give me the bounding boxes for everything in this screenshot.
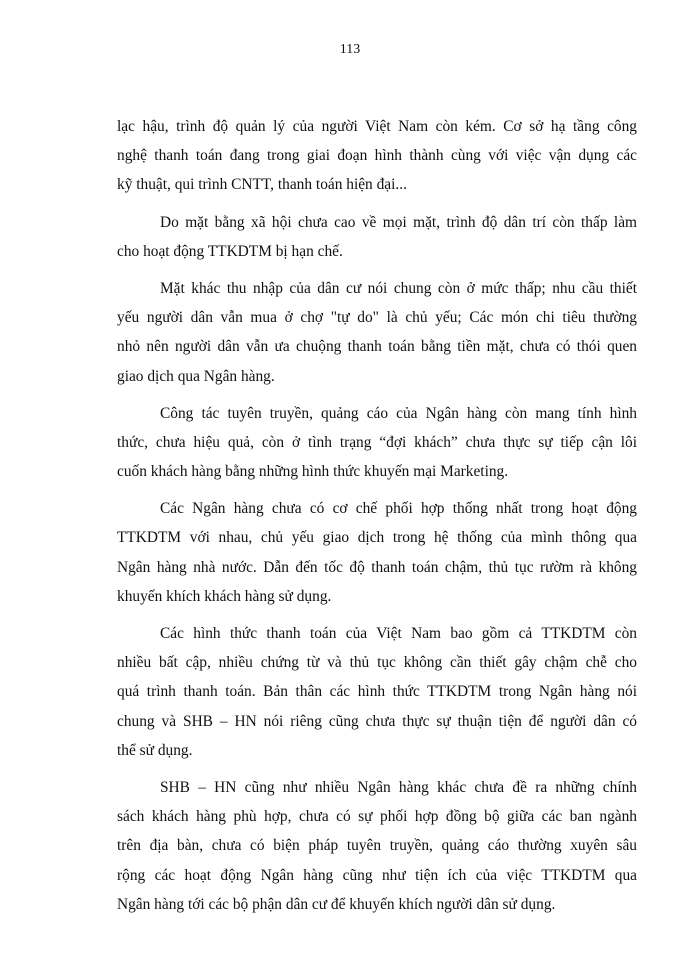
text-line: Ngân hàng nhà nước. Dẫn đến tốc độ thanh toán chậm, thủ tục rườm rà không: [117, 558, 637, 576]
text-line: thức, chưa hiệu quả, còn ở tình trạng “đợi khách” chưa thực sự tiếp cận lôi: [117, 433, 637, 451]
text-line: Công tác tuyên truyền, quảng cáo của Ngân hàng còn mang tính hình: [160, 404, 637, 422]
text-line: trên địa bàn, chưa có biện pháp tuyên truyền, quảng cáo thường xuyên sâu: [117, 837, 637, 855]
text-line: nhiều bất cập, nhiều chứng từ và thủ tục không cần thiết gây chậm chễ cho: [117, 654, 637, 672]
text-line: sách khách hàng phù hợp, chưa có sự phối hợp đồng bộ giữa các ban ngành: [117, 808, 637, 826]
paragraph-6: [117, 619, 637, 765]
paragraph-1: [117, 112, 637, 200]
text-line: Các Ngân hàng chưa có cơ chế phối hợp thống nhất trong hoạt động: [160, 500, 637, 518]
paragraph-3: [117, 274, 637, 391]
page-number: 113: [339, 42, 361, 57]
paragraph-2: [117, 208, 637, 266]
text-line: Mặt khác thu nhập của dân cư nói chung còn ở mức thấp; nhu cầu thiết: [160, 279, 637, 297]
text-line: Ngân hàng tới các bộ phận dân cư để khuyến khích người dân sử dụng.: [117, 895, 556, 913]
document-body: [117, 112, 637, 927]
text-line: chung và SHB – HN nói riêng cũng chưa thực sự thuận tiện để người dân có: [117, 712, 637, 730]
text-line: nghệ thanh toán đang trong giai đoạn hình thành cùng với việc vận dụng các: [117, 147, 637, 165]
text-line: lạc hậu, trình độ quản lý của người Việt Nam còn kém. Cơ sở hạ tầng công: [117, 118, 637, 135]
text-line: cho hoạt động TTKDTM bị hạn chế.: [117, 242, 343, 260]
text-line: SHB – HN cũng như nhiều Ngân hàng khác chưa đề ra những chính: [160, 778, 637, 796]
text-line: thể sử dụng.: [117, 741, 193, 759]
text-line: Do mặt bằng xã hội chưa cao về mọi mặt, trình độ dân trí còn thấp làm: [160, 213, 637, 231]
paragraph-7: [117, 773, 637, 919]
text-line: Các hình thức thanh toán của Việt Nam bao gồm cả TTKDTM còn: [160, 625, 637, 642]
text-line: rộng các hoạt động Ngân hàng cũng như tiện ích của việc TTKDTM qua: [117, 866, 637, 884]
text-line: khuyến khích khách hàng sử dụng.: [117, 587, 332, 605]
text-line: giao dịch qua Ngân hàng.: [117, 367, 275, 385]
text-line: yếu người dân vẫn mua ở chợ "tự do" là chủ yếu; Các món chi tiêu thường: [117, 309, 637, 327]
text-line: nhỏ nên người dân vẫn ưa chuộng thanh toán bằng tiền mặt, chưa có thói quen: [117, 338, 637, 356]
text-line: kỹ thuật, qui trình CNTT, thanh toán hiện đại...: [117, 176, 407, 194]
text-line: TTKDTM với nhau, chủ yếu giao dịch trong hệ thống của mình thông qua: [117, 529, 637, 547]
text-line: cuốn khách hàng bằng những hình thức khuyến mại Marketing.: [117, 463, 509, 481]
paragraph-5: [117, 494, 637, 611]
text-line: quá trình thanh toán. Bản thân các hình thức TTKDTM trong Ngân hàng nói: [117, 683, 637, 701]
paragraph-4: [117, 399, 637, 487]
